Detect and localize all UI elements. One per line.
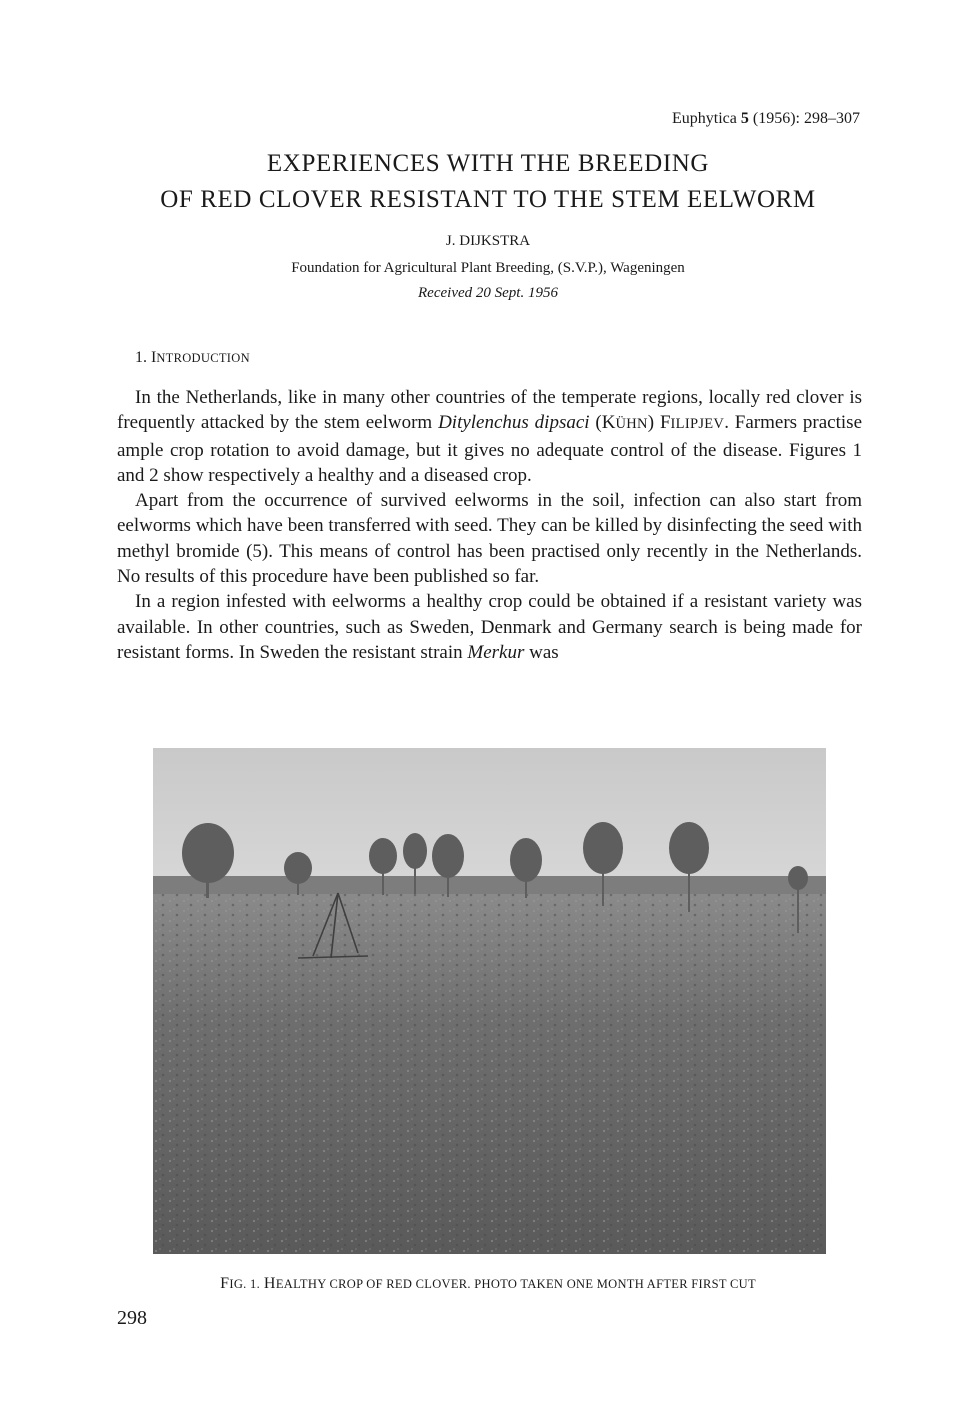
- author: J. DIJKSTRA: [445, 233, 531, 249]
- figure-1-photo: [153, 748, 826, 1254]
- section-number: 1.: [135, 349, 147, 366]
- affiliation: Foundation for Agricultural Plant Breeding, (S.V.P.), Wageningen: [291, 260, 685, 276]
- journal-name: Euphytica: [672, 110, 737, 127]
- article-title: [0, 146, 976, 218]
- title-line-2: OF RED CLOVER RESISTANT TO THE STEM EELWORM: [160, 186, 816, 213]
- received-date: Received 20 Sept. 1956: [418, 285, 558, 301]
- strain-name: Merkur: [467, 641, 525, 663]
- species-name: Ditylenchus dipsaci: [438, 412, 590, 434]
- author-kuhn-smallcaps: ÜHN: [615, 416, 648, 433]
- field-photo-image: [153, 748, 826, 1254]
- clover-texture: [153, 894, 826, 1254]
- paragraph-1: [117, 385, 862, 488]
- body-text: [117, 385, 862, 665]
- journal-reference: [672, 110, 860, 128]
- paragraph-3: [117, 589, 862, 665]
- paragraph-1-text-b: (K: [589, 412, 616, 434]
- paragraph-1-text-d: . Farmers practise ample crop rotation to avoid damage, but it gives no adequate control of the disease. Figures 1 and 2 show respectively a healthy and a diseased crop.: [117, 412, 862, 486]
- caption-text-cap: H: [263, 1275, 276, 1292]
- section-title-rest: NTRODUCTION: [156, 351, 250, 365]
- paragraph-1-text-c: ) F: [647, 412, 671, 434]
- figure-1-caption: [0, 1275, 976, 1293]
- paragraph-3-text-a: In a region infested with eelworms a healthy crop could be obtained if a resistant variety was available. In other countries, such as Sweden, Denmark and Germany search is being made for resistant forms. In Sweden the resistant strain: [117, 591, 862, 663]
- paragraph-3-text-b: was: [524, 641, 559, 663]
- caption-text-rest: EALTHY CROP OF RED CLOVER. PHOTO TAKEN ONE MONTH AFTER FIRST CUT: [275, 1277, 756, 1291]
- paragraph-1-text-a: In the Netherlands, like in many other countries of the temperate regions, locally red clover is frequently attacked by the stem eelworm: [117, 387, 862, 434]
- journal-volume: 5: [740, 110, 749, 127]
- sky: [153, 748, 826, 898]
- title-line-1: EXPERIENCES WITH THE BREEDING: [266, 150, 710, 177]
- author-filipjev-smallcaps: ILIPJEV: [670, 416, 725, 433]
- caption-label-rest: IG. 1.: [229, 1277, 260, 1291]
- section-title-cap: I: [151, 349, 157, 366]
- journal-year-pages: (1956): 298–307: [752, 110, 860, 127]
- paragraph-2: Apart from the occurrence of survived eelworms in the soil, infection can also start from eelworms which have been transferred with seed. They can be killed by disinfecting the seed with methyl bromide (5). This means of control has been practised only recently in the Netherlands. No results of this procedure have been published so far.: [117, 490, 862, 588]
- caption-label-cap: F: [220, 1275, 230, 1292]
- section-heading: [135, 349, 250, 367]
- page-number: 298: [117, 1307, 147, 1329]
